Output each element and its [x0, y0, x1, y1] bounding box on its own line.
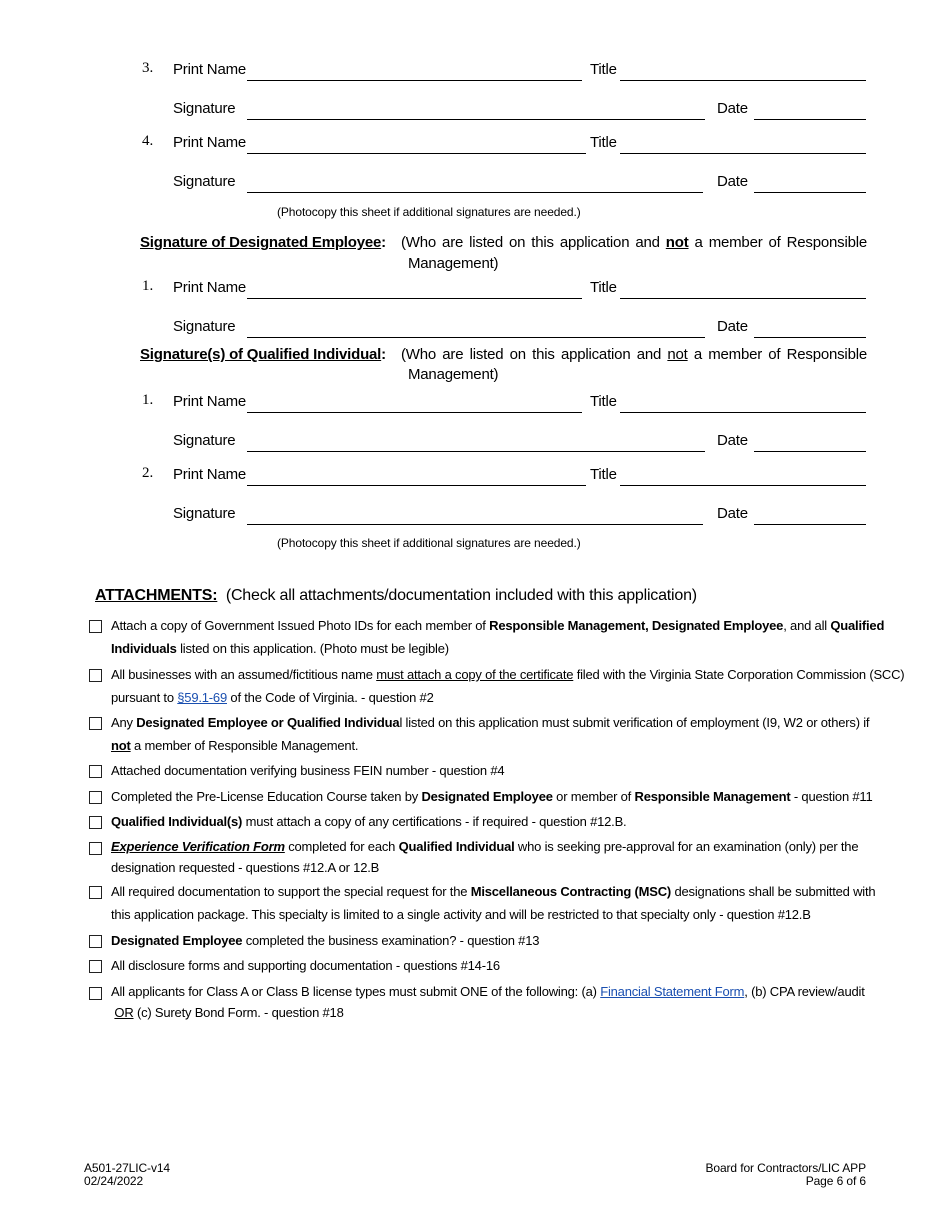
form-date: 02/24/2022 [84, 1174, 144, 1188]
attachment-checkbox[interactable] [89, 791, 102, 804]
date-field[interactable] [754, 119, 866, 120]
photocopy-note: (Photocopy this sheet if additional signatures are needed.) [277, 205, 581, 219]
print-name-label: Print Name [173, 393, 247, 410]
signature-label: Signature [173, 318, 236, 335]
attachment-checkbox[interactable] [89, 816, 102, 829]
attachment-checkbox[interactable] [89, 886, 102, 899]
qualified-individual-title: Signature(s) of Qualified Individual [140, 346, 382, 363]
attachment-checkbox[interactable] [89, 620, 102, 633]
print-name-label: Print Name [173, 279, 247, 296]
attachment-text: All applicants for Class A or Class B license types must submit ONE of the following: (a) Financial Statement Form, (b) CPA review/audit OR (c) Surety Bond Form. - question #18 [111, 984, 865, 1020]
attachment-text: Designated Employee completed the business examination? - question #13 [111, 933, 540, 948]
attachment-text: Qualified Individual(s) must attach a copy of any certifications - if required - question #12.B. [111, 814, 627, 829]
designated-employee-note-line2: Management) [408, 255, 499, 272]
qualified-individual-note-line2: Management) [408, 366, 499, 383]
title-field[interactable] [620, 412, 866, 413]
title-field[interactable] [620, 153, 866, 154]
qualified-individual-heading: Signature(s) of Qualified Individual: [140, 346, 386, 363]
date-field[interactable] [754, 192, 866, 193]
print-name-label: Print Name [173, 466, 247, 483]
row-number: 2. [142, 465, 154, 481]
attachment-checkbox[interactable] [89, 842, 102, 855]
title-field[interactable] [620, 298, 866, 299]
attachment-checkbox[interactable] [89, 717, 102, 730]
attachment-text: Attach a copy of Government Issued Photo IDs for each member of Responsible Management, Designated Employee, and all Qualified Individuals listed on this application. (Photo must be legible) [111, 618, 885, 656]
photocopy-note: (Photocopy this sheet if additional signatures are needed.) [277, 536, 581, 550]
title-field[interactable] [620, 485, 866, 486]
code-of-virginia-link[interactable]: §59.1-69 [177, 690, 227, 705]
signature-label: Signature [173, 173, 236, 190]
attachments-subheading: (Check all attachments/documentation included with this application) [225, 587, 697, 604]
footer-right [705, 1162, 866, 1188]
signature-label: Signature [173, 505, 236, 522]
attachment-checkbox[interactable] [89, 960, 102, 973]
row-number: 4. [142, 133, 154, 149]
title-label: Title [590, 279, 617, 296]
attachment-text: All disclosure forms and supporting documentation - questions #14-16 [111, 958, 500, 973]
form-id: A501-27LIC-v14 [84, 1161, 170, 1175]
signature-field[interactable] [247, 119, 705, 120]
signature-label: Signature [173, 432, 236, 449]
title-label: Title [590, 393, 617, 410]
date-label: Date [717, 318, 748, 335]
attachments-heading [95, 587, 697, 605]
title-label: Title [590, 61, 617, 78]
signature-field[interactable] [247, 192, 703, 193]
title-field[interactable] [620, 80, 866, 81]
title-label: Title [590, 466, 617, 483]
attachment-text: All required documentation to support the special request for the Miscellaneous Contracting (MSC) designations shall be submitted with this application package. This specialty is limited to a single activity and will be restricted to that specialty only - question #12.B [111, 884, 876, 922]
date-label: Date [717, 505, 748, 522]
print-name-field[interactable] [247, 485, 586, 486]
signature-field[interactable] [247, 451, 705, 452]
date-field[interactable] [754, 451, 866, 452]
attachment-text: Completed the Pre-License Education Course taken by Designated Employee or member of Responsible Management - question #11 [111, 789, 873, 804]
print-name-label: Print Name [173, 61, 247, 78]
date-label: Date [717, 100, 748, 117]
row-number: 3. [142, 60, 154, 76]
footer-left [84, 1162, 170, 1188]
page-number: Page 6 of 6 [805, 1174, 866, 1188]
print-name-field[interactable] [247, 153, 586, 154]
attachment-text: Attached documentation verifying business FEIN number - question #4 [111, 763, 505, 778]
attachment-text: All businesses with an assumed/fictitious name must attach a copy of the certificate filed with the Virginia State Corporation Commission (SCC) pursuant to §59.1-69 of the Code of Virginia. - question #2 [111, 667, 905, 705]
signature-label: Signature [173, 100, 236, 117]
date-label: Date [717, 432, 748, 449]
attachment-checkbox[interactable] [89, 765, 102, 778]
attachments-title: ATTACHMENTS: [95, 587, 218, 604]
row-number: 1. [142, 392, 154, 408]
designated-employee-title: Signature of Designated Employee [140, 234, 382, 251]
print-name-field[interactable] [247, 412, 582, 413]
designated-employee-note: (Who are listed on this application and not a member of Responsible [401, 234, 867, 251]
date-field[interactable] [754, 337, 866, 338]
attachment-text: Experience Verification Form completed for each Qualified Individual who is seeking pre-approval for an examination (only) per the designation requested - questions #12.A or 12.B [111, 839, 859, 875]
attachment-text: Any Designated Employee or Qualified Individual listed on this application must submit verification of employment (I9, W2 or others) if not a member of Responsible Management. [111, 715, 870, 753]
designated-employee-heading: Signature of Designated Employee: [140, 234, 386, 251]
signature-field[interactable] [247, 524, 703, 525]
board-name: Board for Contractors/LIC APP [705, 1161, 866, 1175]
financial-statement-form-link[interactable]: Financial Statement Form [600, 984, 745, 999]
date-label: Date [717, 173, 748, 190]
attachment-checkbox[interactable] [89, 987, 102, 1000]
row-number: 1. [142, 278, 154, 294]
signature-field[interactable] [247, 337, 705, 338]
attachment-checkbox[interactable] [89, 669, 102, 682]
print-name-label: Print Name [173, 134, 247, 151]
title-label: Title [590, 134, 617, 151]
attachment-checkbox[interactable] [89, 935, 102, 948]
qualified-individual-note: (Who are listed on this application and not a member of Responsible [401, 346, 867, 363]
date-field[interactable] [754, 524, 866, 525]
print-name-field[interactable] [247, 298, 582, 299]
print-name-field[interactable] [247, 80, 582, 81]
